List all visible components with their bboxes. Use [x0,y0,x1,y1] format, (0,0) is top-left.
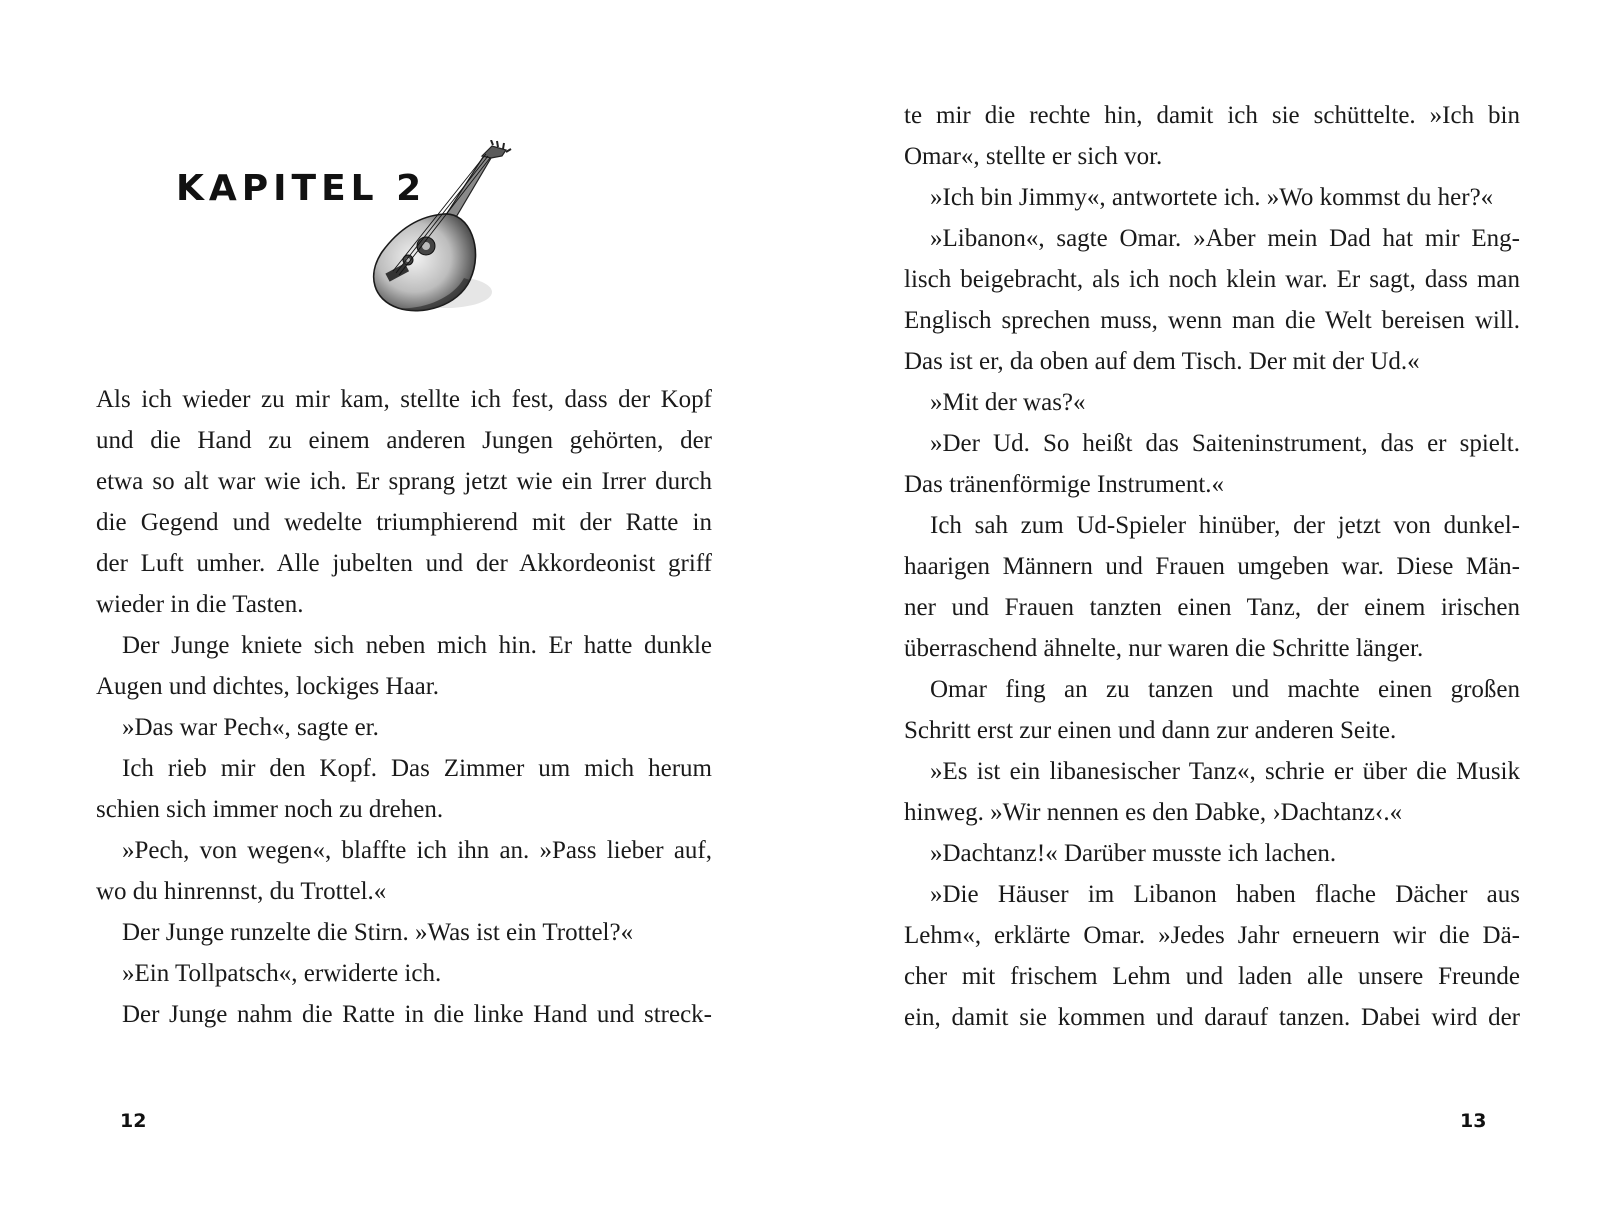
text-line: Der Junge kniete sich neben mich hin. Er hatte dunkle [122,632,712,659]
text-line: etwa so alt war wie ich. Er sprang jetzt wie ein Irrer durch [96,468,712,495]
text-line: »Es ist ein libanesischer Tanz«, schrie er über die Musik [930,758,1520,785]
text-line: Das ist er, da oben auf dem Tisch. Der mit der Ud.« [904,348,1420,375]
text-line: lisch beigebracht, als ich noch klein war. Er sagt, dass man [904,266,1520,293]
page-number-left: 12 [120,1110,147,1132]
text-line: ner und Frauen tanzten einen Tanz, der einem irischen [904,594,1520,621]
text-line: ein, damit sie kommen und darauf tanzen. Dabei wird der [904,1004,1520,1031]
text-line: Ich sah zum Ud-Spieler hinüber, der jetzt von dunkel- [930,512,1520,539]
text-line: Das tränenförmige Instrument.« [904,471,1225,498]
right-page [800,0,1600,1216]
text-line: Englisch sprechen muss, wenn man die Welt bereisen will. [904,307,1520,334]
text-line: wieder in die Tasten. [96,591,304,618]
text-line: Der Junge runzelte die Stirn. »Was ist ein Trottel?« [122,919,634,946]
text-line: hinweg. »Wir nennen es den Dabke, ›Dachtanz‹.« [904,799,1403,826]
text-line: Omar fing an zu tanzen und machte einen großen [930,676,1520,703]
text-line: te mir die rechte hin, damit ich sie schüttelte. »Ich bin [904,102,1520,129]
text-line: überraschend ähnelte, nur waren die Schritte länger. [904,635,1424,662]
text-line: haarigen Männern und Frauen umgeben war. Diese Män- [904,553,1520,580]
text-line: cher mit frischem Lehm und laden alle unsere Freunde [904,963,1520,990]
text-line: Als ich wieder zu mir kam, stellte ich fest, dass der Kopf [96,386,712,413]
text-line: »Das war Pech«, sagte er. [122,714,379,741]
text-line: der Luft umher. Alle jubelten und der Akkordeonist griff [96,550,712,577]
text-line: »Mit der was?« [930,389,1086,416]
text-line: Omar«, stellte er sich vor. [904,143,1163,170]
text-line: die Gegend und wedelte triumphierend mit der Ratte in [96,509,712,536]
right-body-text [904,95,1520,1038]
text-line: Augen und dichtes, lockiges Haar. [96,673,439,700]
text-line: Lehm«, erklärte Omar. »Jedes Jahr erneuern wir die Dä- [904,922,1520,949]
text-line: »Der Ud. So heißt das Saiteninstrument, das er spielt. [930,430,1520,457]
page-number-right: 13 [1460,1110,1487,1132]
text-line: Schritt erst zur einen und dann zur anderen Seite. [904,717,1397,744]
text-line: »Ein Tollpatsch«, erwiderte ich. [122,960,442,987]
text-line: Der Junge nahm die Ratte in die linke Hand und streck- [122,1001,712,1028]
text-line: »Libanon«, sagte Omar. »Aber mein Dad hat mir Eng- [930,225,1520,252]
text-line: »Pech, von wegen«, blaffte ich ihn an. »Pass lieber auf, [122,837,712,864]
oud-icon [360,140,525,330]
text-line: »Die Häuser im Libanon haben flache Dächer aus [930,881,1520,908]
text-line: »Dachtanz!« Darüber musste ich lachen. [930,840,1337,867]
chapter-title: KAPITEL 2 [176,168,427,209]
text-line: wo du hinrennst, du Trottel.« [96,878,387,905]
left-body-text [96,379,712,1035]
text-line: »Ich bin Jimmy«, antwortete ich. »Wo kommst du her?« [930,184,1494,211]
text-line: Ich rieb mir den Kopf. Das Zimmer um mich herum [122,755,712,782]
text-line: und die Hand zu einem anderen Jungen gehörten, der [96,427,712,454]
text-line: schien sich immer noch zu drehen. [96,796,444,823]
